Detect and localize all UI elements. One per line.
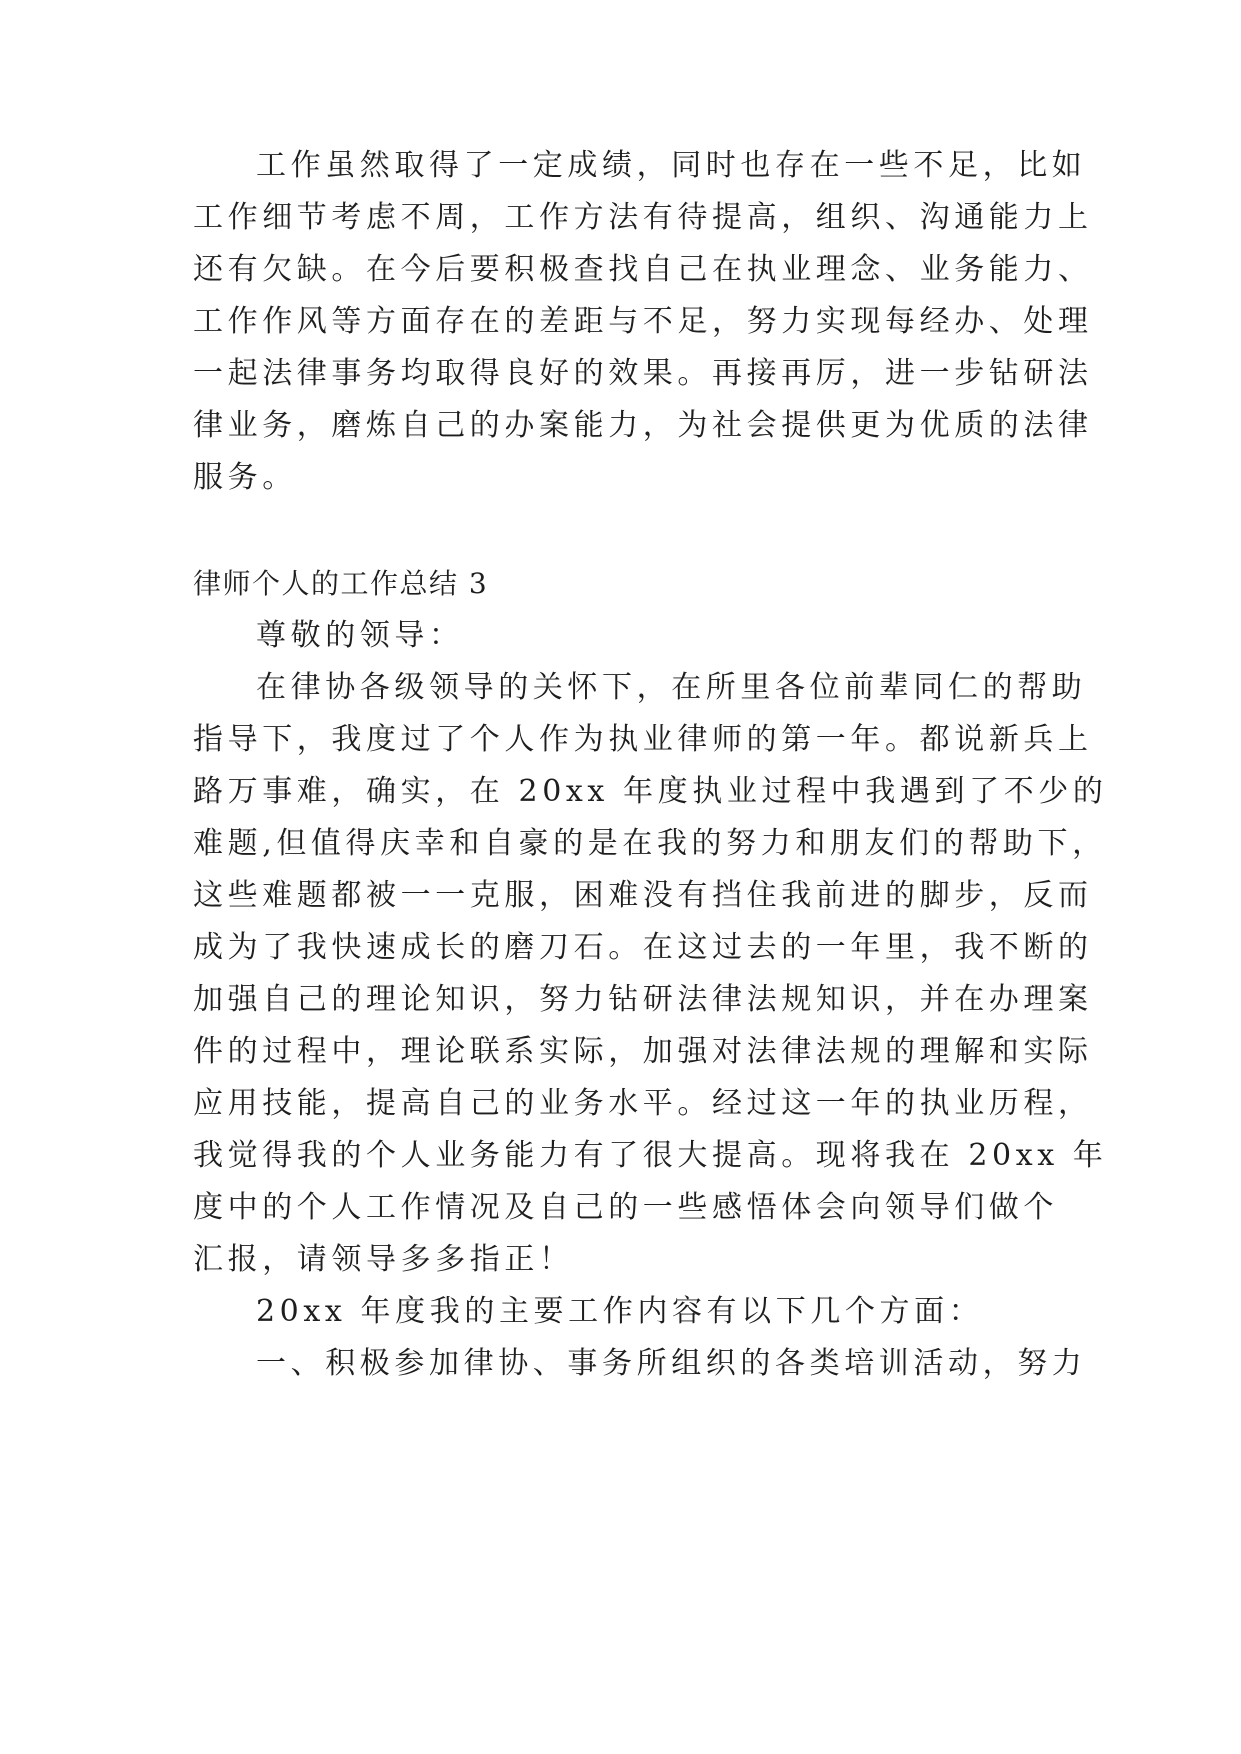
paragraph-line: 难题,但值得庆幸和自豪的是在我的努力和朋友们的帮助下， [193, 826, 1107, 861]
paragraph-line: 我觉得我的个人业务能力有了很大提高。现将我在 20xx 年 [193, 1138, 1108, 1173]
salutation: 尊敬的领导： [256, 618, 464, 653]
paragraph-line: 服务。 [193, 460, 297, 495]
paragraph-line: 路万事难，确实，在 20xx 年度执业过程中我遇到了不少的 [193, 774, 1108, 809]
paragraph-line: 在律协各级领导的关怀下，在所里各位前辈同仁的帮助 [256, 670, 1087, 705]
paragraph-line: 一起法律事务均取得良好的效果。再接再厉，进一步钻研法 [193, 356, 1093, 391]
section-title: 律师个人的工作总结 3 [193, 567, 489, 600]
paragraph-line: 工作细节考虑不周，工作方法有待提高，组织、沟通能力上 [193, 200, 1093, 235]
paragraph-line: 还有欠缺。在今后要积极查找自己在执业理念、业务能力、 [193, 252, 1093, 287]
paragraph-line: 汇报，请领导多多指正！ [193, 1242, 574, 1277]
paragraph-line: 指导下，我度过了个人作为执业律师的第一年。都说新兵上 [193, 722, 1093, 757]
paragraph-line: 一、积极参加律协、事务所组织的各类培训活动，努力 [256, 1346, 1087, 1381]
paragraph-line: 工作虽然取得了一定成绩，同时也存在一些不足，比如 [256, 148, 1087, 183]
paragraph-line: 件的过程中，理论联系实际，加强对法律法规的理解和实际 [193, 1034, 1093, 1069]
paragraph-line: 应用技能，提高自己的业务水平。经过这一年的执业历程， [193, 1086, 1093, 1121]
paragraph-line: 工作作风等方面存在的差距与不足，努力实现每经办、处理 [193, 304, 1093, 339]
paragraph-line: 成为了我快速成长的磨刀石。在这过去的一年里，我不断的 [193, 930, 1093, 965]
paragraph-line: 这些难题都被一一克服，困难没有挡住我前进的脚步，反而 [193, 878, 1093, 913]
paragraph-line: 加强自己的理论知识，努力钻研法律法规知识，并在办理案 [193, 982, 1093, 1017]
paragraph-line: 度中的个人工作情况及自己的一些感悟体会向领导们做个 [193, 1190, 1058, 1225]
paragraph-line: 律业务，磨炼自己的办案能力，为社会提供更为优质的法律 [193, 408, 1093, 443]
paragraph-line: 20xx 年度我的主要工作内容有以下几个方面： [256, 1294, 984, 1329]
